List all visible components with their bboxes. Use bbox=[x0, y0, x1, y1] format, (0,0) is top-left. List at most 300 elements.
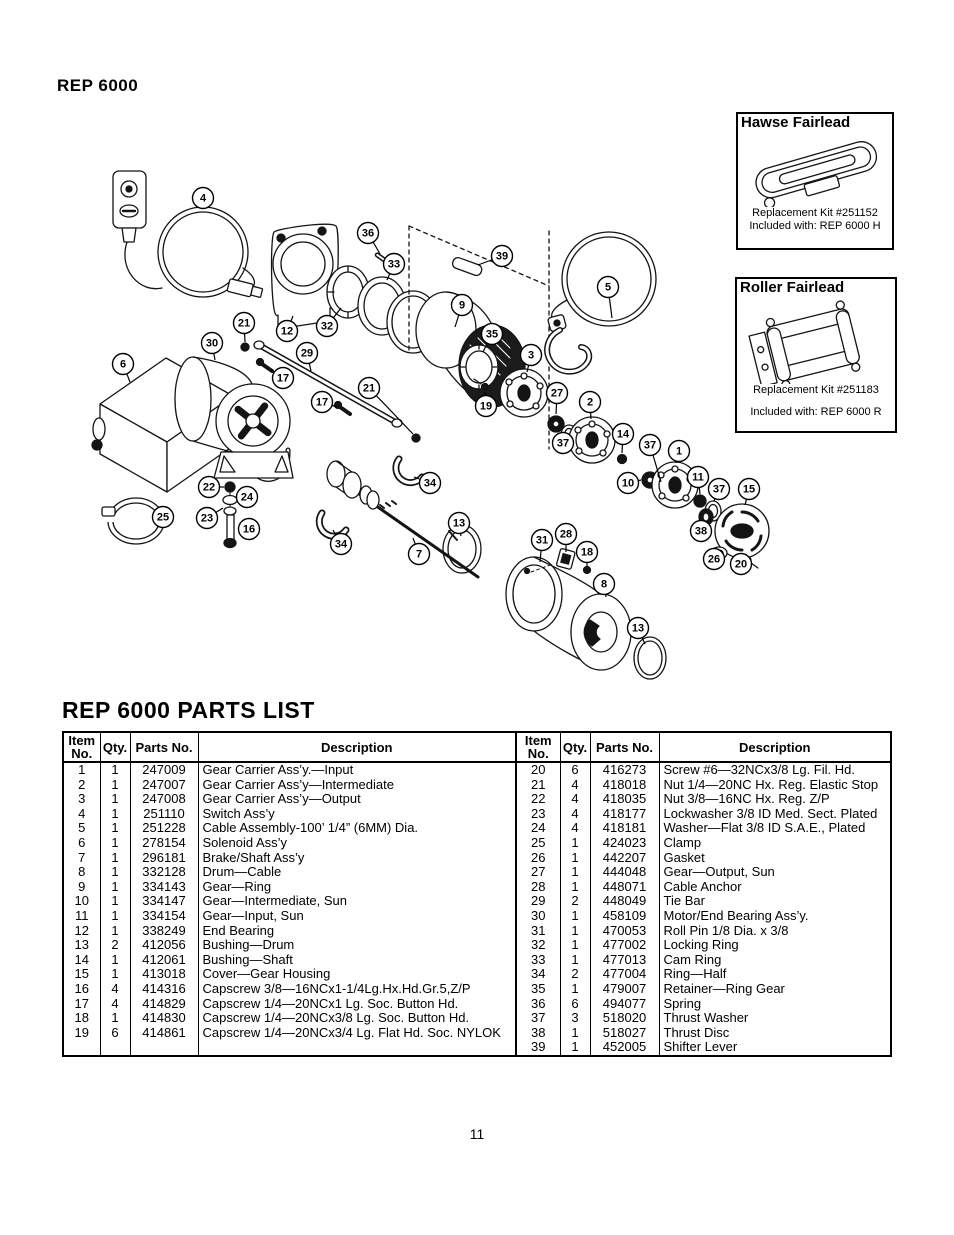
svg-text:15: 15 bbox=[742, 483, 756, 496]
qty-cell: 2 bbox=[560, 894, 590, 909]
parts-no-cell: 247009 bbox=[130, 762, 198, 778]
svg-text:12: 12 bbox=[280, 325, 294, 338]
parts-no-cell: 458109 bbox=[590, 909, 659, 924]
qty-cell: 1 bbox=[100, 792, 130, 807]
item-no-cell: 39 bbox=[531, 1040, 546, 1055]
svg-text:17: 17 bbox=[315, 396, 329, 409]
qty-cell: 1 bbox=[100, 778, 130, 793]
parts-no-cell: 448071 bbox=[590, 880, 659, 895]
roller-fairlead-box bbox=[735, 277, 897, 433]
svg-text:21: 21 bbox=[237, 317, 251, 330]
table-row bbox=[517, 997, 890, 1012]
parts-no-cell: 334147 bbox=[130, 894, 198, 909]
description-cell: Capscrew 3/8—16NCx1-1/4Lg.Hx.Hd.Gr.5,Z/P bbox=[198, 982, 515, 997]
parts-table-left bbox=[64, 733, 517, 1055]
item-no-cell: 14 bbox=[74, 952, 89, 967]
qty-cell: 4 bbox=[100, 997, 130, 1012]
svg-text:1: 1 bbox=[675, 445, 683, 458]
description-cell: Cable Assembly-100’ 1/4” (6MM) Dia. bbox=[198, 821, 515, 836]
description-cell: Shifter Lever bbox=[659, 1040, 890, 1055]
description-cell: Cover—Gear Housing bbox=[198, 967, 515, 982]
svg-text:27: 27 bbox=[550, 387, 564, 400]
hook-cable-drawing bbox=[547, 232, 656, 372]
qty-cell: 1 bbox=[560, 924, 590, 939]
page-title: REP 6000 bbox=[57, 76, 139, 95]
table-row bbox=[64, 982, 515, 997]
callout-1 bbox=[669, 441, 690, 464]
parts-no-cell: 444048 bbox=[590, 865, 659, 880]
svg-text:6: 6 bbox=[119, 358, 127, 371]
parts-no-cell: 418018 bbox=[590, 778, 659, 793]
item-no-cell: 6 bbox=[78, 835, 86, 850]
svg-text:37: 37 bbox=[556, 437, 570, 450]
svg-text:22: 22 bbox=[202, 481, 216, 494]
svg-text:16: 16 bbox=[242, 523, 256, 536]
parts-no-cell: 278154 bbox=[130, 836, 198, 851]
description-cell: Gear Carrier Ass’y—Intermediate bbox=[198, 778, 515, 793]
hawse-fairlead-title: Hawse Fairlead bbox=[741, 114, 851, 131]
hawse-fairlead-box bbox=[736, 112, 894, 250]
item-no-cell: 37 bbox=[531, 1011, 546, 1026]
callout-20 bbox=[731, 554, 752, 575]
parts-no-cell: 247008 bbox=[130, 792, 198, 807]
table-row bbox=[64, 821, 515, 836]
parts-no-cell: 296181 bbox=[130, 851, 198, 866]
item-no-cell: 12 bbox=[74, 923, 89, 938]
svg-text:13: 13 bbox=[631, 622, 645, 635]
callout-18 bbox=[577, 542, 598, 567]
callout-33 bbox=[384, 254, 405, 281]
callout-37 bbox=[709, 479, 730, 502]
description-cell: Gear—Input, Sun bbox=[198, 909, 515, 924]
qty-cell: 4 bbox=[560, 821, 590, 836]
svg-text:18: 18 bbox=[580, 546, 594, 559]
description-cell: Lockwasher 3/8 ID Med. Sect. Plated bbox=[659, 807, 890, 822]
svg-text:37: 37 bbox=[643, 439, 657, 452]
callout-28 bbox=[556, 524, 577, 553]
parts-no-cell: 414861 bbox=[130, 1026, 198, 1041]
qty-cell: 1 bbox=[560, 880, 590, 895]
parts-no-cell: 477013 bbox=[590, 953, 659, 968]
svg-text:26: 26 bbox=[707, 553, 721, 566]
parts-no-cell: 332128 bbox=[130, 865, 198, 880]
callout-37 bbox=[553, 433, 574, 454]
description-cell: Gear—Output, Sun bbox=[659, 865, 890, 880]
callout-27 bbox=[547, 383, 568, 415]
table-row bbox=[64, 865, 515, 880]
table-row bbox=[64, 792, 515, 807]
svg-text:19: 19 bbox=[479, 400, 493, 413]
callout-4 bbox=[193, 188, 214, 210]
description-cell: Gear Carrier Ass’y—Output bbox=[198, 792, 515, 807]
qty-cell: 1 bbox=[560, 1026, 590, 1041]
qty-cell: 1 bbox=[100, 851, 130, 866]
svg-text:24: 24 bbox=[240, 491, 254, 504]
col-header-description: Description bbox=[198, 733, 515, 762]
qty-cell: 1 bbox=[100, 924, 130, 939]
table-header-row bbox=[517, 733, 890, 762]
description-cell: Switch Ass’y bbox=[198, 807, 515, 822]
table-row bbox=[517, 982, 890, 997]
description-cell: Gear—Ring bbox=[198, 880, 515, 895]
motor-solenoid-drawing bbox=[92, 357, 293, 492]
col-header-item-no: Item No. bbox=[517, 733, 560, 762]
table-row bbox=[517, 778, 890, 793]
item-no-cell: 30 bbox=[531, 908, 546, 923]
item-no-cell: 27 bbox=[531, 865, 546, 880]
table-row bbox=[517, 967, 890, 982]
item-no-cell: 38 bbox=[531, 1025, 546, 1040]
description-cell: Gear Carrier Ass’y.—Input bbox=[198, 762, 515, 778]
hawse-replacement-kit-text: Replacement Kit #251152 bbox=[752, 207, 878, 219]
qty-cell: 1 bbox=[560, 938, 590, 953]
table-row bbox=[517, 909, 890, 924]
qty-cell: 6 bbox=[560, 762, 590, 778]
item-no-cell: 19 bbox=[74, 1025, 89, 1040]
item-no-cell: 21 bbox=[531, 777, 546, 792]
item-no-cell: 8 bbox=[78, 865, 86, 880]
roller-fairlead-drawing bbox=[740, 296, 892, 384]
description-cell: Roll Pin 1/8 Dia. x 3/8 bbox=[659, 924, 890, 939]
parts-no-cell: 251228 bbox=[130, 821, 198, 836]
parts-no-cell: 452005 bbox=[590, 1040, 659, 1055]
callout-25 bbox=[152, 507, 174, 528]
parts-no-cell: 448049 bbox=[590, 894, 659, 909]
parts-no-cell: 334143 bbox=[130, 880, 198, 895]
table-row bbox=[517, 894, 890, 909]
parts-no-cell: 477004 bbox=[590, 967, 659, 982]
item-no-cell: 23 bbox=[531, 806, 546, 821]
remote-switch-drawing bbox=[113, 171, 263, 299]
callout-15 bbox=[739, 479, 760, 506]
qty-cell: 1 bbox=[100, 836, 130, 851]
table-row bbox=[517, 836, 890, 851]
parts-no-cell: 416273 bbox=[590, 762, 659, 778]
description-cell: Thrust Washer bbox=[659, 1011, 890, 1026]
description-cell: Nut 1/4—20NC Hx. Reg. Elastic Stop bbox=[659, 778, 890, 793]
table-header-row bbox=[64, 733, 515, 762]
svg-text:36: 36 bbox=[361, 227, 375, 240]
shifter-lever-drawing bbox=[451, 256, 483, 277]
svg-text:33: 33 bbox=[387, 258, 401, 271]
qty-cell: 6 bbox=[560, 997, 590, 1012]
callout-21 bbox=[234, 313, 255, 343]
item-no-cell: 32 bbox=[531, 938, 546, 953]
parts-no-cell: 412061 bbox=[130, 953, 198, 968]
svg-text:32: 32 bbox=[320, 320, 334, 333]
hawse-fairlead-drawing bbox=[740, 131, 890, 207]
item-no-cell: 2 bbox=[78, 777, 86, 792]
svg-text:34: 34 bbox=[334, 538, 348, 551]
svg-text:9: 9 bbox=[458, 299, 466, 312]
item-no-cell: 25 bbox=[531, 835, 546, 850]
svg-text:39: 39 bbox=[495, 250, 509, 263]
table-filler-row bbox=[64, 1040, 515, 1055]
callout-26 bbox=[704, 549, 725, 570]
description-cell: Bushing—Drum bbox=[198, 938, 515, 953]
svg-text:35: 35 bbox=[485, 328, 499, 341]
item-no-cell: 26 bbox=[531, 850, 546, 865]
table-row bbox=[64, 778, 515, 793]
callout-13 bbox=[449, 513, 470, 537]
description-cell: Nut 3/8—16NC Hx. Reg. Z/P bbox=[659, 792, 890, 807]
parts-no-cell: 518027 bbox=[590, 1026, 659, 1041]
table-row bbox=[64, 1011, 515, 1026]
item-no-cell: 3 bbox=[78, 792, 86, 807]
description-cell: Solenoid Ass’y bbox=[198, 836, 515, 851]
parts-no-cell: 414316 bbox=[130, 982, 198, 997]
callout-17 bbox=[312, 392, 338, 413]
item-no-cell: 11 bbox=[75, 908, 89, 923]
table-row bbox=[517, 1026, 890, 1041]
item-no-cell: 15 bbox=[74, 967, 89, 982]
item-no-cell: 18 bbox=[74, 1011, 89, 1026]
item-no-cell: 17 bbox=[74, 996, 89, 1011]
description-cell: Washer—Flat 3/8 ID S.A.E., Plated bbox=[659, 821, 890, 836]
callout-10 bbox=[618, 473, 642, 494]
description-cell: End Bearing bbox=[198, 924, 515, 939]
table-row bbox=[64, 762, 515, 778]
item-no-cell: 34 bbox=[531, 967, 546, 982]
col-header-qty: Qty. bbox=[560, 733, 590, 762]
description-cell: Locking Ring bbox=[659, 938, 890, 953]
qty-cell: 1 bbox=[560, 953, 590, 968]
svg-text:7: 7 bbox=[415, 548, 423, 561]
table-row bbox=[64, 997, 515, 1012]
table-row bbox=[64, 924, 515, 939]
qty-cell: 1 bbox=[100, 880, 130, 895]
table-row bbox=[64, 909, 515, 924]
parts-table-right bbox=[517, 733, 890, 1055]
svg-text:4: 4 bbox=[199, 192, 207, 205]
parts-no-cell: 479007 bbox=[590, 982, 659, 997]
description-cell: Screw #6—32NCx3/8 Lg. Fil. Hd. bbox=[659, 762, 890, 778]
table-row bbox=[64, 836, 515, 851]
svg-text:17: 17 bbox=[276, 372, 290, 385]
parts-no-cell: 334154 bbox=[130, 909, 198, 924]
cable-drum-drawing bbox=[506, 548, 666, 679]
callout-5 bbox=[598, 277, 619, 319]
col-header-parts-no: Parts No. bbox=[130, 733, 198, 762]
description-cell: Thrust Disc bbox=[659, 1026, 890, 1041]
table-row bbox=[517, 851, 890, 866]
description-cell: Retainer—Ring Gear bbox=[659, 982, 890, 997]
table-row bbox=[517, 924, 890, 939]
item-no-cell: 7 bbox=[78, 850, 86, 865]
parts-no-cell: 494077 bbox=[590, 997, 659, 1012]
qty-cell: 1 bbox=[100, 909, 130, 924]
callout-39 bbox=[478, 246, 513, 267]
description-cell: Ring—Half bbox=[659, 967, 890, 982]
item-no-cell: 5 bbox=[78, 821, 86, 836]
table-row bbox=[517, 938, 890, 953]
col-header-item-no: Item No. bbox=[64, 733, 100, 762]
callout-36 bbox=[358, 223, 381, 255]
table-row bbox=[64, 953, 515, 968]
svg-text:14: 14 bbox=[616, 428, 630, 441]
hawse-included-with-text: Included with: REP 6000 H bbox=[749, 220, 881, 232]
parts-no-cell: 414829 bbox=[130, 997, 198, 1012]
qty-cell: 1 bbox=[560, 836, 590, 851]
description-cell: Cam Ring bbox=[659, 953, 890, 968]
qty-cell: 1 bbox=[100, 865, 130, 880]
callout-2 bbox=[580, 392, 601, 420]
item-no-cell: 22 bbox=[531, 792, 546, 807]
parts-no-cell: 338249 bbox=[130, 924, 198, 939]
parts-no-cell: 477002 bbox=[590, 938, 659, 953]
parts-no-cell: 251110 bbox=[130, 807, 198, 822]
description-cell: Capscrew 1/4—20NCx3/4 Lg. Flat Hd. Soc. NYLOK bbox=[198, 1026, 515, 1041]
table-row bbox=[517, 880, 890, 895]
item-no-cell: 33 bbox=[531, 952, 546, 967]
item-no-cell: 20 bbox=[531, 762, 546, 777]
callout-22 bbox=[199, 477, 225, 498]
svg-text:3: 3 bbox=[527, 349, 535, 362]
item-no-cell: 1 bbox=[78, 762, 86, 777]
qty-cell: 4 bbox=[560, 807, 590, 822]
callout-30 bbox=[202, 333, 223, 361]
svg-text:38: 38 bbox=[694, 525, 708, 538]
callout-38 bbox=[691, 521, 712, 542]
table-row bbox=[64, 967, 515, 982]
parts-no-cell: 418181 bbox=[590, 821, 659, 836]
svg-text:28: 28 bbox=[559, 528, 573, 541]
svg-text:25: 25 bbox=[156, 511, 170, 524]
description-cell: Capscrew 1/4—20NCx3/8 Lg. Soc. Button Hd. bbox=[198, 1011, 515, 1026]
description-cell: Cable Anchor bbox=[659, 880, 890, 895]
col-header-qty: Qty. bbox=[100, 733, 130, 762]
table-row bbox=[64, 894, 515, 909]
svg-text:8: 8 bbox=[600, 578, 608, 591]
roller-fairlead-title: Roller Fairlead bbox=[740, 279, 845, 296]
item-no-cell: 9 bbox=[78, 879, 86, 894]
item-no-cell: 24 bbox=[531, 821, 546, 836]
callout-14 bbox=[613, 424, 634, 454]
description-cell: Motor/End Bearing Ass’y. bbox=[659, 909, 890, 924]
table-row bbox=[64, 1026, 515, 1041]
callout-23 bbox=[197, 508, 224, 529]
qty-cell: 1 bbox=[100, 894, 130, 909]
item-no-cell: 10 bbox=[74, 894, 89, 909]
table-row bbox=[64, 807, 515, 822]
qty-cell: 1 bbox=[100, 762, 130, 778]
description-cell: Drum—Cable bbox=[198, 865, 515, 880]
parts-no-cell: 413018 bbox=[130, 967, 198, 982]
qty-cell: 1 bbox=[100, 807, 130, 822]
qty-cell: 1 bbox=[100, 821, 130, 836]
table-row bbox=[64, 938, 515, 953]
table-row bbox=[517, 792, 890, 807]
roller-included-with-text: Included with: REP 6000 R bbox=[750, 406, 882, 418]
qty-cell: 1 bbox=[560, 909, 590, 924]
qty-cell: 1 bbox=[100, 1011, 130, 1026]
qty-cell: 2 bbox=[100, 938, 130, 953]
parts-no-cell: 518020 bbox=[590, 1011, 659, 1026]
callout-6 bbox=[113, 354, 134, 383]
parts-no-cell: 424023 bbox=[590, 836, 659, 851]
parts-no-cell: 418177 bbox=[590, 807, 659, 822]
table-row bbox=[517, 1040, 890, 1055]
parts-no-cell: 414830 bbox=[130, 1011, 198, 1026]
item-no-cell: 31 bbox=[531, 923, 546, 938]
table-row bbox=[517, 762, 890, 778]
description-cell: Brake/Shaft Ass’y bbox=[198, 851, 515, 866]
table-row bbox=[517, 1011, 890, 1026]
svg-text:34: 34 bbox=[423, 477, 437, 490]
col-header-parts-no: Parts No. bbox=[590, 733, 659, 762]
description-cell: Gear—Intermediate, Sun bbox=[198, 894, 515, 909]
description-cell: Tie Bar bbox=[659, 894, 890, 909]
qty-cell: 3 bbox=[560, 1011, 590, 1026]
item-no-cell: 29 bbox=[531, 894, 546, 909]
svg-text:10: 10 bbox=[621, 477, 635, 490]
parts-no-cell: 470053 bbox=[590, 924, 659, 939]
parts-no-cell: 442207 bbox=[590, 851, 659, 866]
item-no-cell: 16 bbox=[74, 981, 89, 996]
description-cell: Bushing—Shaft bbox=[198, 953, 515, 968]
qty-cell: 4 bbox=[100, 982, 130, 997]
qty-cell: 4 bbox=[560, 792, 590, 807]
qty-cell: 6 bbox=[100, 1026, 130, 1041]
description-cell: Clamp bbox=[659, 836, 890, 851]
svg-text:13: 13 bbox=[452, 517, 466, 530]
qty-cell: 1 bbox=[560, 1040, 590, 1055]
parts-list-title: REP 6000 PARTS LIST bbox=[62, 697, 315, 723]
description-cell: Spring bbox=[659, 997, 890, 1012]
qty-cell: 1 bbox=[100, 953, 130, 968]
parts-no-cell: 418035 bbox=[590, 792, 659, 807]
qty-cell: 1 bbox=[100, 967, 130, 982]
description-cell: Capscrew 1/4—20NCx1 Lg. Soc. Button Hd. bbox=[198, 997, 515, 1012]
table-row bbox=[517, 807, 890, 822]
parts-no-cell: 412056 bbox=[130, 938, 198, 953]
svg-text:30: 30 bbox=[205, 337, 219, 350]
qty-cell: 4 bbox=[560, 778, 590, 793]
svg-text:31: 31 bbox=[535, 534, 549, 547]
item-no-cell: 4 bbox=[78, 806, 86, 821]
table-row bbox=[64, 880, 515, 895]
table-row bbox=[517, 865, 890, 880]
svg-text:21: 21 bbox=[362, 382, 376, 395]
table-row bbox=[64, 851, 515, 866]
svg-text:37: 37 bbox=[712, 483, 726, 496]
qty-cell: 1 bbox=[560, 851, 590, 866]
table-row bbox=[517, 953, 890, 968]
callout-17 bbox=[271, 368, 294, 389]
callout-8 bbox=[594, 574, 615, 598]
parts-list-table bbox=[62, 731, 892, 1057]
page-number: 11 bbox=[469, 1126, 485, 1142]
col-header-description: Description bbox=[659, 733, 890, 762]
svg-text:23: 23 bbox=[200, 512, 214, 525]
svg-text:20: 20 bbox=[734, 558, 748, 571]
parts-no-cell: 247007 bbox=[130, 778, 198, 793]
roller-replacement-kit-text: Replacement Kit #251183 bbox=[753, 384, 879, 396]
description-cell: Gasket bbox=[659, 851, 890, 866]
item-no-cell: 13 bbox=[74, 938, 89, 953]
qty-cell: 1 bbox=[560, 865, 590, 880]
callout-16 bbox=[238, 519, 260, 540]
item-no-cell: 28 bbox=[531, 879, 546, 894]
qty-cell: 2 bbox=[560, 967, 590, 982]
item-no-cell: 35 bbox=[531, 981, 546, 996]
svg-text:11: 11 bbox=[692, 471, 704, 484]
qty-cell: 1 bbox=[560, 982, 590, 997]
svg-text:2: 2 bbox=[586, 396, 594, 409]
svg-text:29: 29 bbox=[300, 347, 314, 360]
item-no-cell: 36 bbox=[531, 996, 546, 1011]
callout-24 bbox=[237, 487, 258, 508]
